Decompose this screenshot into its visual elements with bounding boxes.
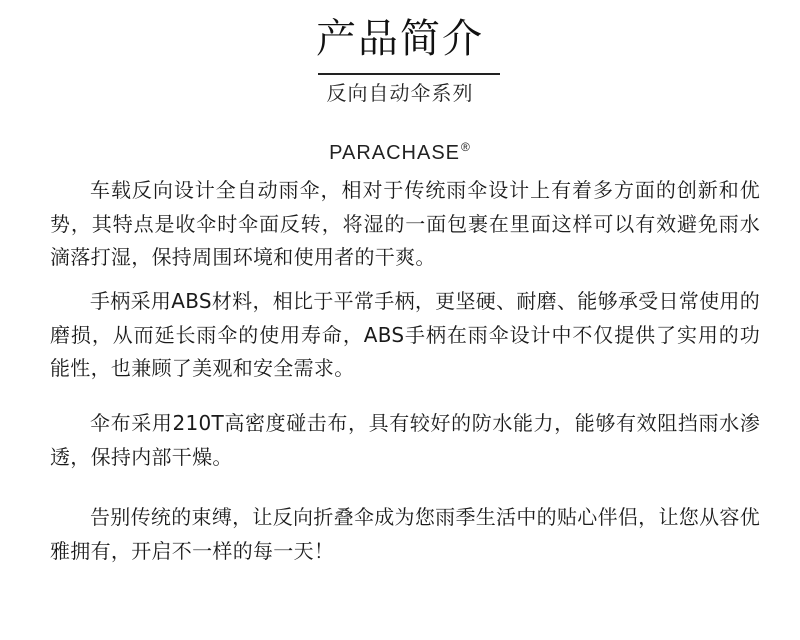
brand-text: PARACHASE: [329, 142, 461, 164]
page-title: 产品简介: [316, 16, 484, 62]
page-subtitle: 反向自动伞系列: [326, 81, 474, 105]
paragraph-closing: 告别传统的束缚，让反向折叠伞成为您雨季生活中的贴心伴侣，让您从容优雅拥有，开启不一样的每一天！: [50, 505, 760, 563]
paragraph-reverse-design: 车载反向设计全自动雨伞，相对于传统雨伞设计上有着多方面的创新和优势，其特点是收伞时伞面反转，将湿的一面包裹在里面这样可以有效避免雨水滴落打湿，保持周围环境和使用者的干爽。: [50, 178, 760, 269]
registered-mark: ®: [461, 140, 471, 154]
title-underline: [318, 73, 500, 75]
paragraph-fabric: 伞布采用210T高密度碰击布，具有较好的防水能力，能够有效阻挡雨水渗透，保持内部干燥。: [50, 411, 760, 469]
brand-name: [0, 140, 800, 166]
paragraph-abs-handle: 手柄采用ABS材料，相比于平常手柄，更坚硬、耐磨、能够承受日常使用的磨损，从而延长雨伞的使用寿命，ABS手柄在雨伞设计中不仅提供了实用的功能性，也兼顾了美观和安全需求。: [50, 289, 760, 380]
